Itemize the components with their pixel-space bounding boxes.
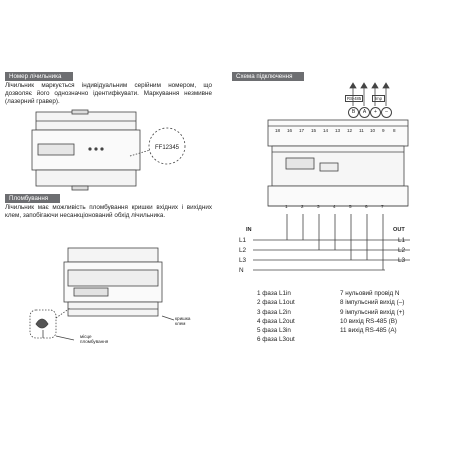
legend-left-column xyxy=(257,289,295,345)
legend-item: 2 фаза L1out xyxy=(257,299,295,307)
line-left-l3: L3 xyxy=(239,257,247,264)
legend-item: 8 імпульсний вихід (–) xyxy=(340,299,405,307)
impulse-minus-screw: – xyxy=(381,107,392,118)
line-right-l3: L3 xyxy=(398,257,406,264)
out-label: OUT xyxy=(393,227,405,233)
rs485-a-screw: A xyxy=(359,107,370,118)
top-terminal-11: 11 xyxy=(359,128,364,133)
rs485-label: RS-485 xyxy=(347,96,362,101)
line-left-n: N xyxy=(239,267,244,274)
legend-item: 10 вихід RS-485 (B) xyxy=(340,317,398,325)
in-label: IN xyxy=(246,227,252,233)
bottom-terminal-2: 2 xyxy=(301,204,304,209)
bottom-terminal-6: 6 xyxy=(365,204,368,209)
legend-item: 6 фаза L3out xyxy=(257,336,295,344)
meter-serial-illustration xyxy=(20,112,210,192)
top-terminal-14: 14 xyxy=(323,128,329,133)
bottom-terminal-1: 1 xyxy=(285,204,288,209)
top-terminal-13: 13 xyxy=(335,128,341,133)
top-terminal-18: 18 xyxy=(275,128,281,133)
top-terminal-8: 8 xyxy=(393,128,396,133)
serial-number-description: Лічильник маркується індивідуальним серійним номером, що дозволяє його однозначно ідентифікувати. Маркування незмивне (лазерний гравер). xyxy=(5,82,212,106)
meter-sealing-illustration xyxy=(28,248,198,348)
legend-item: 1 фаза L1in xyxy=(257,290,291,297)
line-left-l2: L2 xyxy=(239,247,247,254)
bottom-terminal-7: 7 xyxy=(381,204,384,209)
top-terminal-17: 17 xyxy=(299,128,305,133)
legend-item: 11 вихід RS-485 (A) xyxy=(340,327,397,335)
serial-number-label: FF12345 xyxy=(155,145,180,151)
rs485-b-screw: B xyxy=(348,107,359,118)
top-terminal-10: 10 xyxy=(370,128,376,133)
line-left-l1: L1 xyxy=(239,237,247,244)
top-terminal-9: 9 xyxy=(382,128,385,133)
terminal-cover-callout: кришка клем xyxy=(175,316,191,327)
bottom-terminal-5: 5 xyxy=(349,204,352,209)
legend-right-column xyxy=(340,289,404,335)
wiring-diagram-header: Схема підключення xyxy=(232,72,304,81)
seal-location-callout: місце пломбування xyxy=(80,334,109,345)
legend-item: 4 фаза L2out xyxy=(257,317,295,325)
top-terminal-12: 12 xyxy=(347,128,353,133)
line-right-l1: L1 xyxy=(398,237,406,244)
sealing-header: Пломбування xyxy=(5,194,60,203)
bottom-terminal-4: 4 xyxy=(333,204,336,209)
impulse-label: Imp xyxy=(372,95,385,102)
meter-body xyxy=(266,80,416,230)
top-terminal-15: 15 xyxy=(311,128,317,133)
line-right-l2: L2 xyxy=(398,247,406,254)
impulse-plus-screw: + xyxy=(370,107,381,118)
legend-item: 5 фаза L3in xyxy=(257,327,291,335)
bottom-terminal-3: 3 xyxy=(317,204,320,209)
wiring-lines xyxy=(250,210,420,280)
sealing-description: Лічильник має можливість пломбування кришки вхідних і вихідних клем, запобігаючи несанкціонований обхід лічильника. xyxy=(5,204,212,220)
legend-item: 9 імпульсний вихід (+) xyxy=(340,308,405,316)
legend-item: 7 нульовий провід N xyxy=(340,290,400,297)
legend-item: 3 фаза L2in xyxy=(257,308,291,316)
top-terminal-16: 16 xyxy=(287,128,293,133)
serial-number-header: Номер лічильника xyxy=(5,72,73,81)
